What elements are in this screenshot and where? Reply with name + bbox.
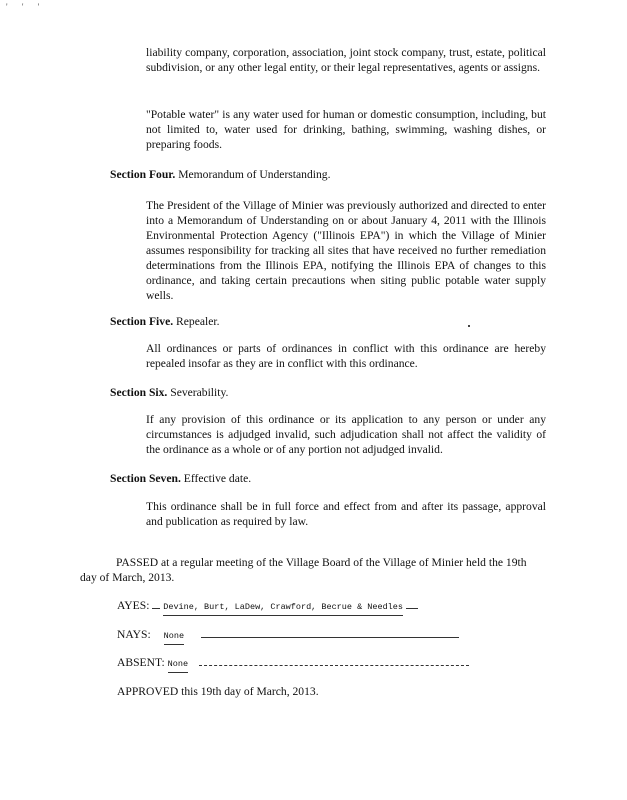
passed-statement: PASSED at a regular meeting of the Village Board of the Village of Minier held the 19th day of March, 2013. [80, 556, 527, 584]
absent-line [117, 655, 469, 673]
section-four-heading [110, 167, 331, 182]
section-number: Section Four. [110, 168, 176, 181]
signature-blank [152, 607, 160, 609]
section-six-body: If any provision of this ordinance or its application to any person or under any circumstances is adjudged invalid, such adjudication shall not affect the validity of the ordinance as a whole or of any portion not adjudged invalid. [146, 413, 546, 456]
section-title: Effective date. [183, 472, 252, 485]
section-number: Section Six. [110, 386, 168, 399]
scan-speck [468, 325, 470, 327]
nays-value: None [164, 629, 184, 645]
section-title: Repealer. [176, 315, 220, 328]
section-number: Section Seven. [110, 472, 181, 485]
scan-marks: ' ' ' [6, 2, 46, 12]
nays-line [117, 627, 459, 645]
ayes-line [117, 598, 418, 616]
absent-label: ABSENT: [117, 656, 165, 669]
clause-continuation: liability company, corporation, association, joint stock company, trust, estate, political subdivision, or any other legal entity, or their legal representatives, agents or assigns. [146, 46, 546, 74]
section-four-body: The President of the Village of Minier was previously authorized and directed to enter into a Memorandum of Understanding on or about January 4, 2011 with the Illinois Environmental Protection Agency ("Illinois EPA") in which the Village of Minier assumes responsibility for tracking all sites that have received no further remediation determinations from the Illinois EPA, notifying the Illinois EPA of changes to this ordinance, and taking certain precautions when siting public potable water supply wells. [146, 199, 546, 302]
section-number: Section Five. [110, 315, 174, 328]
section-five-body: All ordinances or parts of ordinances in conflict with this ordinance are hereby repealed insofar as they are in conflict with this ordinance. [146, 342, 546, 370]
signature-blank [199, 664, 469, 666]
section-five-heading [110, 314, 219, 329]
section-title: Memorandum of Understanding. [178, 168, 331, 181]
section-seven-body: This ordinance shall be in full force and effect from and after its passage, approval and publication as required by law. [146, 500, 546, 528]
section-six-heading [110, 385, 228, 400]
approved-statement: APPROVED this 19th day of March, 2013. [117, 685, 319, 698]
signature-blank [201, 636, 459, 638]
nays-label: NAYS: [117, 628, 151, 641]
signature-blank [406, 607, 418, 609]
potable-water-definition: "Potable water" is any water used for human or domestic consumption, including, but not limited to, water used for drinking, bathing, swimming, washing dishes, or preparing foods. [146, 108, 546, 151]
ayes-label: AYES: [117, 599, 150, 612]
section-title: Severability. [170, 386, 229, 399]
ayes-value: Devine, Burt, LaDew, Crawford, Becrue & Needles [163, 600, 403, 616]
absent-value: None [168, 657, 188, 673]
section-seven-heading [110, 471, 251, 486]
